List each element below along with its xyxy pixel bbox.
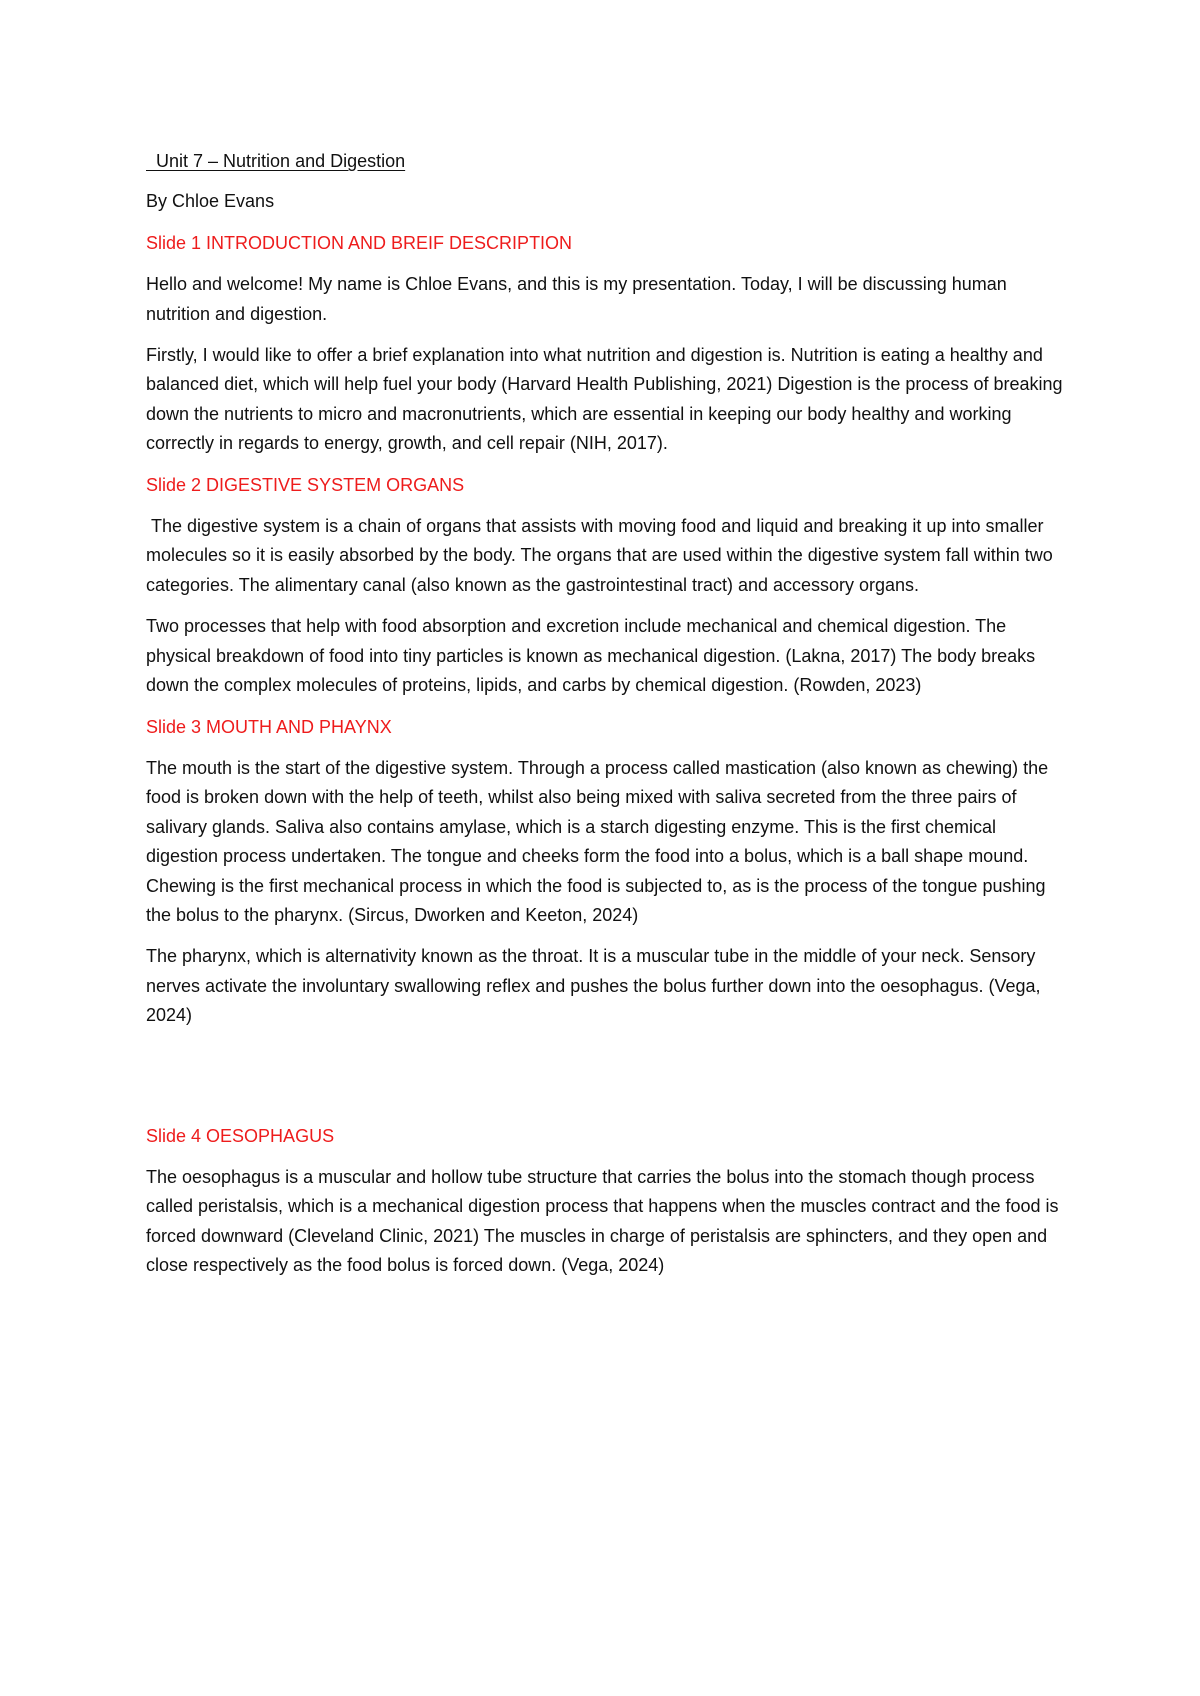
document-author: By Chloe Evans xyxy=(146,191,275,212)
blank-space xyxy=(146,1043,1066,1122)
section-heading-slide-4: Slide 4 OESOPHAGUS xyxy=(146,1125,335,1146)
paragraph-pharynx: The pharynx, which is alternativity known as the throat. It is a muscular tube in the middle of your neck. Sensory nerves activate the involuntary swallowing reflex and pushes the bolus further down into the oesophagus. (Vega, 2024) xyxy=(146,946,1041,1026)
paragraph-intro-explanation: Firstly, I would like to offer a brief explanation into what nutrition and digestion is. Nutrition is eating a healthy and balanced diet, which will help fuel your body (Harvard Health Publishing, 2021) Digestion is the process of breaking down the nutrients to micro and macronutrients, which are essential in keeping our body healthy and working correctly in regards to energy, growth, and cell repair (NIH, 2017). xyxy=(146,345,1063,454)
section-heading-slide-1: Slide 1 INTRODUCTION AND BREIF DESCRIPTION xyxy=(146,232,573,253)
document-body xyxy=(146,147,1066,1293)
paragraph-intro-welcome: Hello and welcome! My name is Chloe Evans, and this is my presentation. Today, I will be discussing human nutrition and digestion. xyxy=(146,274,1007,324)
paragraph-organs-overview: The digestive system is a chain of organs that assists with moving food and liquid and breaking it up into smaller molecules so it is easily absorbed by the body. The organs that are used within the digestive system fall within two categories. The alimentary canal (also known as the gastrointestinal tract) and accessory organs. xyxy=(146,516,1058,595)
document-title: Unit 7 – Nutrition and Digestion xyxy=(146,151,406,171)
section-heading-slide-2: Slide 2 DIGESTIVE SYSTEM ORGANS xyxy=(146,474,465,495)
paragraph-oesophagus: The oesophagus is a muscular and hollow tube structure that carries the bolus into the stomach though process called peristalsis, which is a mechanical digestion process that happens when the muscles contract and the food is forced downward (Cleveland Clinic, 2021) The muscles in charge of peristalsis are sphincters, and they open and close respectively as the food bolus is forced down. (Vega, 2024) xyxy=(146,1166,1059,1276)
paragraph-organs-processes: Two processes that help with food absorption and excretion include mechanical and chemical digestion. The physical breakdown of food into tiny particles is known as mechanical digestion. (Lakna, 2017) The body breaks down the complex molecules of proteins, lipids, and carbs by chemical digestion. (Rowden, 2023) xyxy=(146,616,1036,696)
section-heading-slide-3: Slide 3 MOUTH AND PHAYNX xyxy=(146,716,392,737)
paragraph-mouth: The mouth is the start of the digestive system. Through a process called mastication (also known as chewing) the food is broken down with the help of teeth, whilst also being mixed with saliva secreted from the three pairs of salivary glands. Saliva also contains amylase, which is a starch digesting enzyme. This is the first chemical digestion process undertaken. The tongue and cheeks form the food into a bolus, which is a ball shape mound. Chewing is the first mechanical process in which the food is subjected to, as is the process of the tongue pushing the bolus to the pharynx. (Sircus, Dworken and Keeton, 2024) xyxy=(146,757,1049,925)
